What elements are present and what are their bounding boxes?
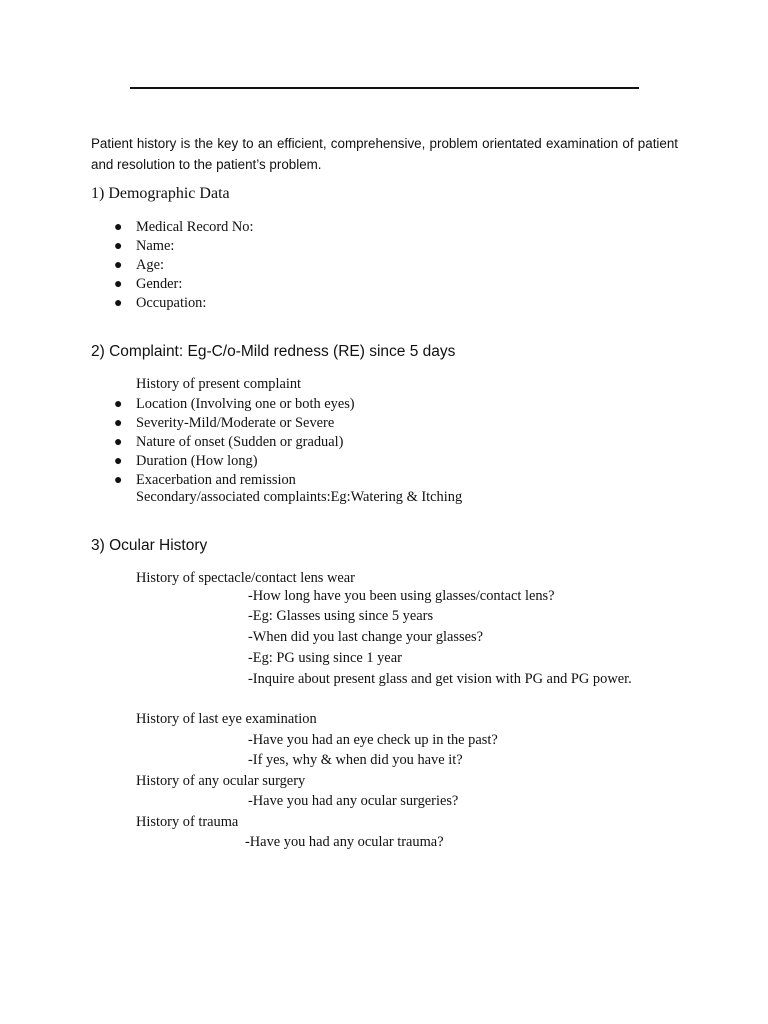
spectacle-line: -Eg: Glasses using since 5 years xyxy=(248,608,434,624)
list-item: ● Nature of onset (Sudden or gradual) xyxy=(114,434,344,450)
surgery-line: -Have you had any ocular surgeries? xyxy=(248,793,459,809)
bullet-icon: ● xyxy=(114,296,123,311)
demographic-list xyxy=(91,218,254,313)
spectacle-history-title: History of spectacle/contact lens wear xyxy=(136,570,355,586)
complaint-list xyxy=(91,395,355,490)
list-item: ● Medical Record No: xyxy=(114,219,254,235)
last-exam-line: -Have you had an eye check up in the past? xyxy=(248,732,498,748)
trauma-title: History of trauma xyxy=(136,814,239,830)
bullet-icon: ● xyxy=(114,277,123,292)
intro-paragraph: Patient history is the key to an efficient, comprehensive, problem orientated examination of patient and resolution to the patient’s problem. xyxy=(91,136,678,172)
bullet-icon: ● xyxy=(114,454,123,469)
list-item: ● Severity-Mild/Moderate or Severe xyxy=(114,415,335,431)
complaint-subheading: History of present complaint xyxy=(136,376,302,392)
secondary-complaints: Secondary/associated complaints:Eg:Watering & Itching xyxy=(136,489,463,505)
section-heading-complaint: 2) Complaint: Eg-C/o-Mild redness (RE) since 5 days xyxy=(91,343,456,360)
spectacle-line: -Inquire about present glass and get vision with PG and PG power. xyxy=(248,671,632,687)
list-item: ● Duration (How long) xyxy=(114,453,258,469)
bullet-icon: ● xyxy=(114,416,123,431)
list-item: ● Occupation: xyxy=(114,295,207,311)
bullet-icon: ● xyxy=(114,397,123,412)
trauma-line: -Have you had any ocular trauma? xyxy=(245,834,444,850)
bullet-icon: ● xyxy=(114,258,123,273)
list-item: ● Gender: xyxy=(114,276,183,292)
last-exam-line: -If yes, why & when did you have it? xyxy=(248,752,463,768)
bullet-icon: ● xyxy=(114,473,123,488)
section-heading-demographic: 1) Demographic Data xyxy=(91,185,230,202)
bullet-icon: ● xyxy=(114,239,123,254)
last-exam-title: History of last eye examination xyxy=(136,711,317,727)
bullet-icon: ● xyxy=(114,435,123,450)
list-item: ● Exacerbation and remission xyxy=(114,472,296,488)
list-item: ● Location (Involving one or both eyes) xyxy=(114,396,355,412)
list-item: ● Name: xyxy=(114,238,175,254)
spectacle-line: -Eg: PG using since 1 year xyxy=(248,650,402,666)
spectacle-line: -When did you last change your glasses? xyxy=(248,629,483,645)
surgery-title: History of any ocular surgery xyxy=(136,773,306,789)
spectacle-line: -How long have you been using glasses/contact lens? xyxy=(248,588,555,604)
top-rule xyxy=(130,87,639,89)
list-item: ● Age: xyxy=(114,257,164,273)
bullet-icon: ● xyxy=(114,220,123,235)
section-heading-ocular-history: 3) Ocular History xyxy=(91,537,208,554)
